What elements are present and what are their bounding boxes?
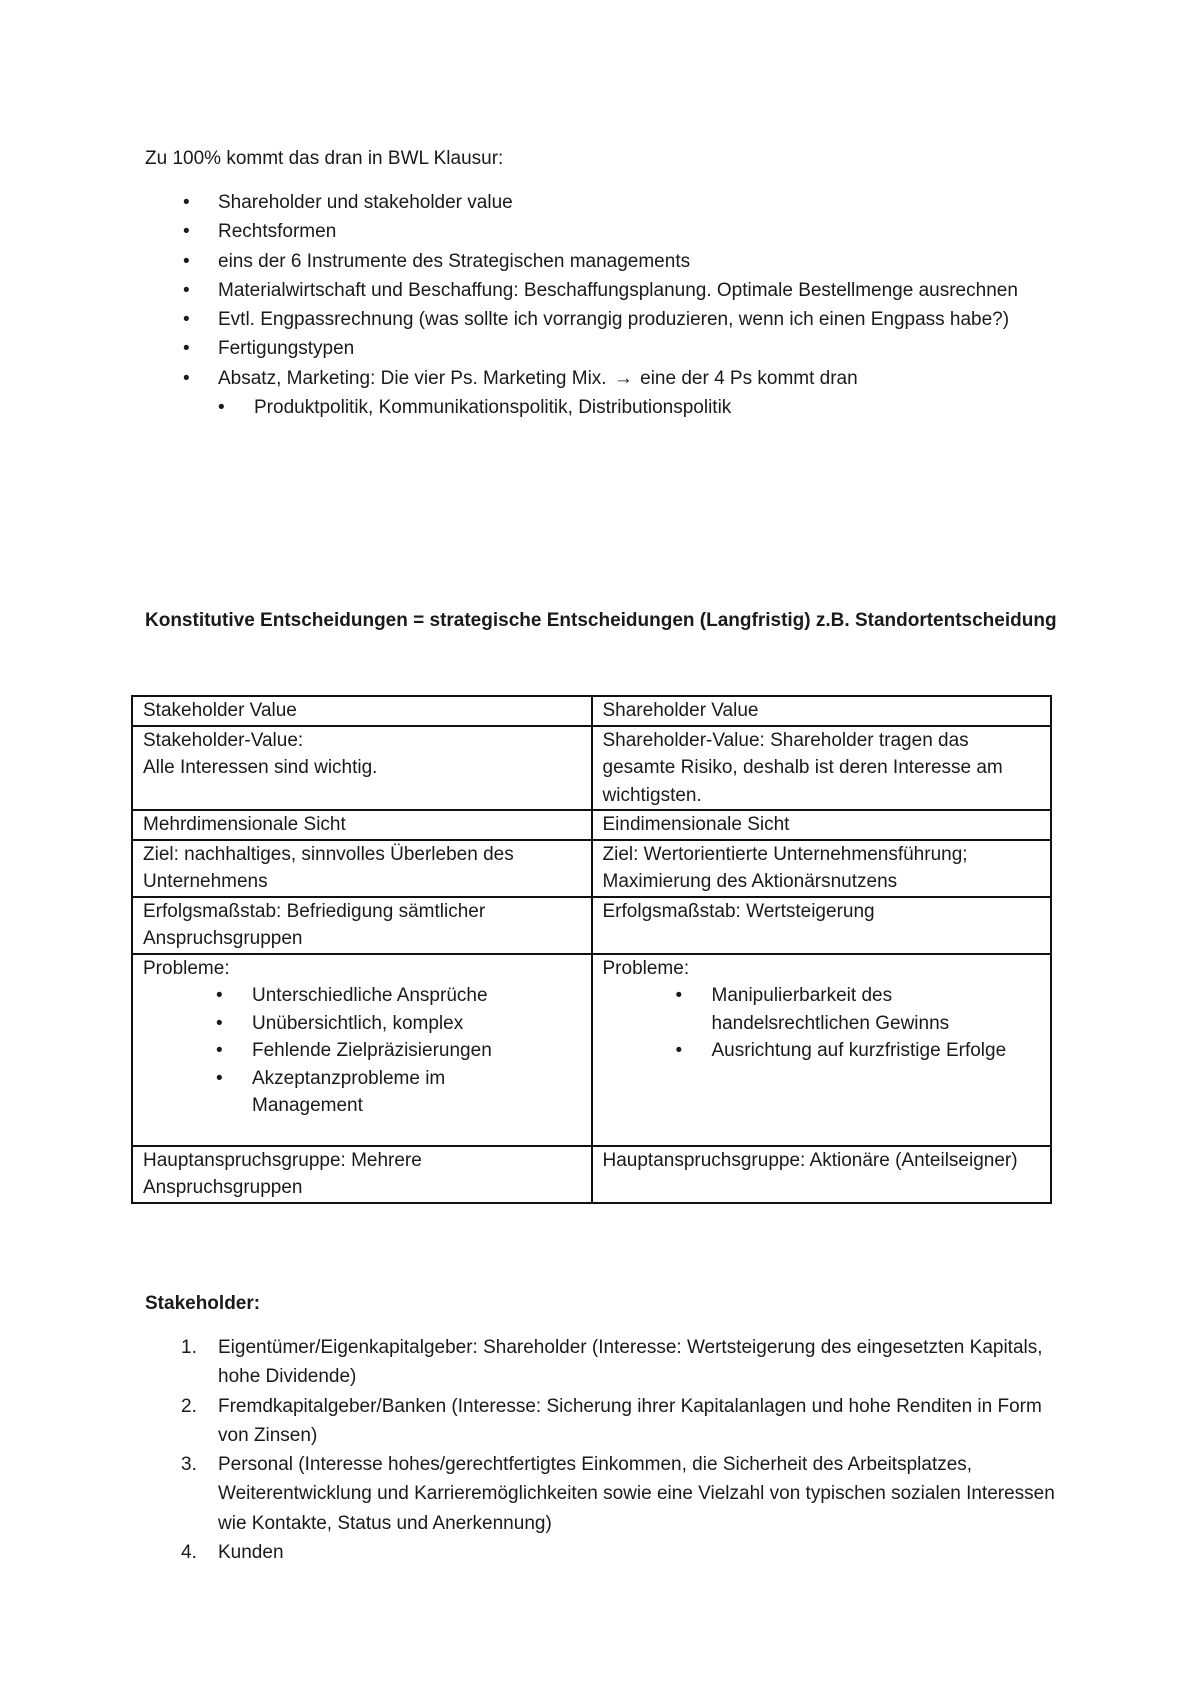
list-item [145, 276, 1085, 305]
table-row [132, 954, 1051, 1146]
list-item [145, 188, 1085, 217]
list-item-text: Fertigungstypen [218, 338, 355, 360]
bullet-icon: • [183, 221, 190, 243]
list-item-text: Akzeptanzprobleme im Management [252, 1067, 446, 1116]
list-item [145, 334, 1085, 363]
cell-line: Alle Interessen sind wichtig. [143, 757, 378, 778]
table-cell [132, 954, 592, 1146]
list-item-text: Materialwirtschaft und Beschaffung: Beschaffungsplanung. Optimale Bestellmenge ausrechnen [218, 279, 1018, 301]
bullet-icon: • [183, 367, 190, 389]
list-item-text: Manipulierbarkeit des handelsrechtlichen Gewinns [711, 985, 950, 1034]
bullet-icon: • [675, 1040, 683, 1061]
table-cell [132, 726, 592, 811]
table-row [132, 726, 1051, 811]
table-cell: Mehrdimensionale Sicht [132, 810, 592, 840]
table-cell: Eindimensionale Sicht [592, 810, 1052, 840]
list-item [216, 1065, 452, 1120]
list-number: 4. [181, 1542, 197, 1564]
exam-topics-list [145, 188, 1085, 422]
cell-line: Stakeholder-Value: [143, 729, 304, 751]
list-item [216, 1010, 585, 1038]
list-item [145, 1333, 1060, 1392]
list-item [145, 1450, 1060, 1538]
intro-text: Zu 100% kommt das dran in BWL Klausur: [145, 148, 504, 169]
list-number: 1. [181, 1337, 197, 1358]
table-header-cell: Stakeholder Value [132, 696, 592, 726]
stakeholder-list [145, 1333, 1060, 1567]
list-item [145, 364, 1085, 423]
section-heading-konstitutive: Konstitutive Entscheidungen = strategische Entscheidungen (Langfristig) z.B. Standortentscheidung [145, 610, 1057, 631]
list-item-text: Shareholder und stakeholder value [218, 192, 513, 213]
list-item [218, 393, 1085, 422]
list-number: 3. [181, 1454, 197, 1476]
list-item [216, 1037, 585, 1065]
list-item-text: Eigentümer/Eigenkapitalgeber: Shareholder (Interesse: Wertsteigerung des eingesetzten Kapitals, hohe Dividende) [218, 1337, 1043, 1388]
list-item-text: Absatz, Marketing: Die vier Ps. Marketing Mix. [218, 367, 607, 389]
right-arrow-icon: → [613, 367, 633, 389]
list-item-text: eine der 4 Ps kommt dran [640, 367, 858, 389]
table-row [132, 897, 1051, 954]
list-item-text: Evtl. Engpassrechnung (was sollte ich vorrangig produzieren, wenn ich einen Engpass habe?) [218, 309, 1010, 331]
list-item-text: Rechtsformen [218, 221, 337, 243]
list-item-text: Unübersichtlich, komplex [252, 1012, 464, 1034]
bullet-icon: • [216, 1012, 223, 1034]
table-row [132, 810, 1051, 840]
list-item-text: Kunden [218, 1542, 284, 1564]
bullet-icon: • [183, 279, 190, 301]
bullet-icon: • [183, 338, 190, 360]
table-cell: Hauptanspruchsgruppe: Aktionäre (Anteilseigner) [592, 1146, 1052, 1203]
problems-label: Probleme: [143, 957, 230, 979]
section-heading-stakeholder: Stakeholder: [145, 1293, 261, 1314]
list-item [145, 1538, 1060, 1567]
list-item [145, 217, 1085, 246]
list-item-text: Unterschiedliche Ansprüche [252, 985, 488, 1006]
problems-label: Probleme: [602, 957, 690, 979]
table-cell [592, 954, 1052, 1146]
list-item [145, 1392, 1060, 1451]
problems-list [143, 982, 585, 1120]
table-cell: Shareholder-Value: Shareholder tragen das gesamte Risiko, deshalb ist deren Interesse am wichtigsten. [592, 726, 1052, 811]
list-item-text: Fremdkapitalgeber/Banken (Interesse: Sicherung ihrer Kapitalanlagen und hohe Renditen in Form von Zinsen) [218, 1395, 1042, 1446]
list-item-text: Produktpolitik, Kommunikationspolitik, Distributionspolitik [254, 397, 732, 419]
table-row [132, 1146, 1051, 1203]
list-number: 2. [181, 1395, 197, 1417]
table-cell: Erfolgsmaßstab: Befriedigung sämtlicher Anspruchsgruppen [132, 897, 592, 954]
table-cell: Ziel: Wertorientierte Unternehmensführung; Maximierung des Aktionärsnutzens [592, 840, 1052, 897]
list-item [145, 305, 1085, 334]
list-item-text: eins der 6 Instrumente des Strategischen managements [218, 250, 691, 272]
bullet-icon: • [183, 192, 190, 213]
list-item [676, 982, 972, 1037]
bullet-icon: • [675, 985, 683, 1006]
bullet-icon: • [216, 1040, 223, 1061]
bullet-icon: • [216, 985, 223, 1006]
table-row [132, 696, 1051, 726]
table-cell: Erfolgsmaßstab: Wertsteigerung [592, 897, 1052, 954]
marketing-sublist [218, 393, 1085, 422]
list-item-text: Fehlende Zielpräzisierungen [252, 1040, 492, 1061]
list-item-text: Personal (Interesse hohes/gerechtfertigtes Einkommen, die Sicherheit des Arbeitsplatzes, Weiterentwicklung und Karrieremöglichkeiten sowie eine Vielzahl von typischen sozialen Interessen wie Kontakte, Status und Anerkennung) [218, 1454, 1055, 1534]
list-item [216, 982, 585, 1010]
bullet-icon: • [218, 397, 225, 419]
bullet-icon: • [183, 309, 190, 331]
list-item [145, 247, 1085, 276]
bullet-icon: • [216, 1067, 223, 1089]
table-cell: Hauptanspruchsgruppe: Mehrere Anspruchsgruppen [132, 1146, 592, 1203]
problems-list [603, 982, 1045, 1065]
comparison-table [131, 695, 1052, 1204]
table-cell: Ziel: nachhaltiges, sinnvolles Überleben des Unternehmens [132, 840, 592, 897]
table-header-cell: Shareholder Value [592, 696, 1052, 726]
list-item [676, 1037, 1045, 1065]
table-row [132, 840, 1051, 897]
bullet-icon: • [183, 250, 190, 272]
list-item-text: Ausrichtung auf kurzfristige Erfolge [711, 1040, 1007, 1061]
